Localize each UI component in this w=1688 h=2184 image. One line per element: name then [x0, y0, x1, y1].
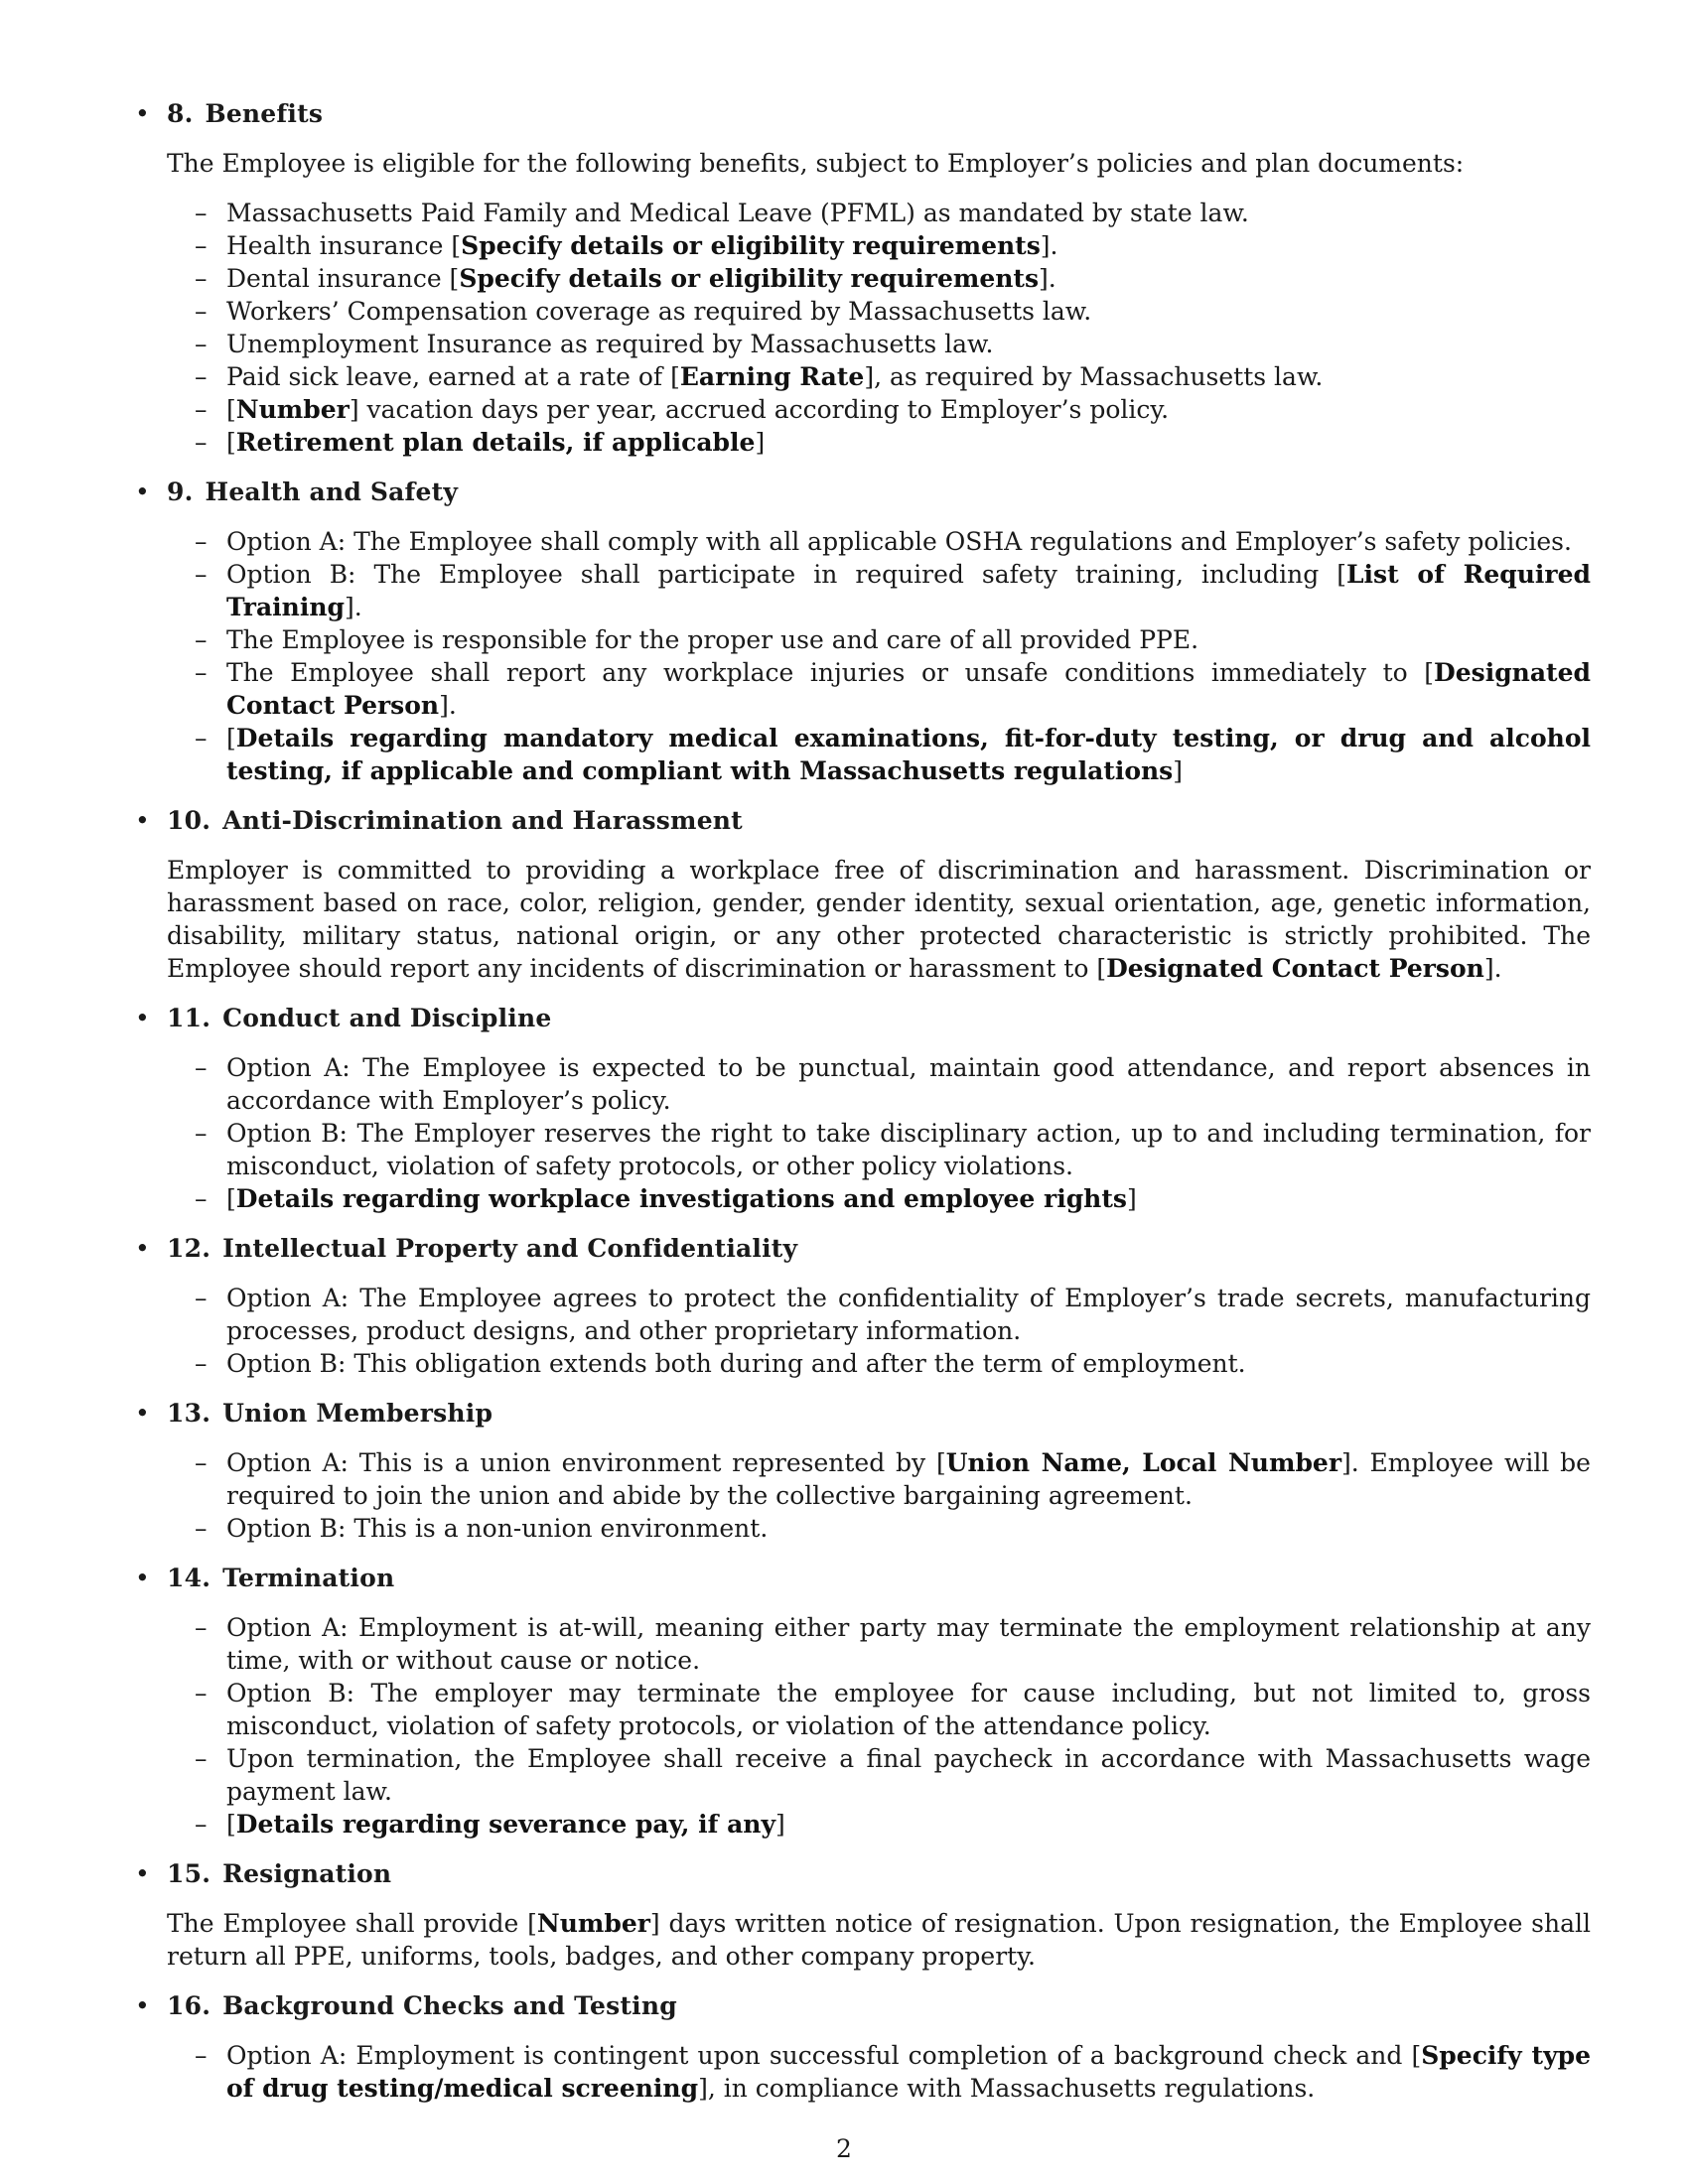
list-item: [226, 1446, 1591, 1512]
item-text: ].: [439, 691, 457, 720]
section-anti-discrimination: [135, 804, 1591, 985]
list-item: [226, 328, 1591, 360]
list-item: [226, 1808, 1591, 1841]
section-title: Termination: [222, 1564, 395, 1592]
placeholder-field: Union Name, Local Number: [945, 1448, 1341, 1477]
section-title: Intellectual Property and Confidentiality: [222, 1234, 798, 1263]
paragraph-text: The Employee shall provide [: [167, 1909, 537, 1938]
list-item: [226, 1611, 1591, 1677]
item-text: Dental insurance [: [226, 264, 460, 293]
section-heading: [167, 476, 1591, 508]
placeholder-field: Details regarding severance pay, if any: [235, 1810, 776, 1839]
item-text: Option A: This is a union environment represented by [: [226, 1448, 946, 1477]
section-title: Union Membership: [222, 1399, 493, 1428]
section-heading: [167, 1002, 1591, 1034]
item-text: ], in compliance with Massachusetts regulations.: [698, 2074, 1316, 2103]
item-text: The Employee is responsible for the proper use and care of all provided PPE.: [226, 625, 1199, 654]
list-item: [226, 1742, 1591, 1808]
section-union-membership: [135, 1397, 1591, 1545]
paragraph-text: Employer is committed to providing a workplace free of discrimination and harassment. Discrimination or harassment based on race, color, religion, gender, gender identity, sexual orientation, age, genetic information, disability, military status, national origin, or any other protected characteristic is strictly prohibited. The Employee should report any incidents of discrimination or harassment to [: [167, 856, 1591, 983]
section-title: Anti-Discrimination and Harassment: [222, 806, 743, 835]
page-number: 2: [836, 2134, 852, 2163]
placeholder-field: Specify details or eligibility requirements: [459, 264, 1040, 293]
list-item: [226, 1512, 1591, 1545]
list-item: [226, 525, 1591, 558]
section-title: Health and Safety: [205, 478, 459, 506]
item-text: Unemployment Insurance as required by Massachusetts law.: [226, 330, 994, 358]
list-item: [226, 1677, 1591, 1742]
background-list: [167, 2039, 1591, 2105]
list-item: [226, 426, 1591, 459]
item-text: ]: [1126, 1184, 1137, 1213]
section-number: 9.: [167, 478, 194, 506]
item-text: Option A: The Employee shall comply with all applicable OSHA regulations and Employer’s safety policies.: [226, 527, 1572, 556]
list-item: [226, 1182, 1591, 1215]
item-text: Option B: The Employer reserves the right to take disciplinary action, up to and including termination, for misconduct, violation of safety protocols, or other policy violations.: [226, 1119, 1591, 1180]
list-item: [226, 229, 1591, 262]
item-text: Option A: Employment is at-will, meaning either party may terminate the employment relationship at any time, with or without cause or notice.: [226, 1613, 1591, 1675]
section-number: 14.: [167, 1564, 211, 1592]
list-item: [226, 262, 1591, 295]
placeholder-field: Earning Rate: [679, 362, 865, 391]
placeholder-field: Designated Contact Person: [1106, 954, 1484, 983]
section-health-safety: [135, 476, 1591, 787]
list-item: [226, 1117, 1591, 1182]
item-text: ], as required by Massachusetts law.: [864, 362, 1324, 391]
list-item: [226, 1282, 1591, 1347]
item-text: Upon termination, the Employee shall receive a final paycheck in accordance with Massachusetts wage payment law.: [226, 1744, 1591, 1806]
section-heading: [167, 1857, 1591, 1890]
item-text: ]: [755, 428, 766, 457]
placeholder-field: Number: [536, 1909, 650, 1938]
section-heading: [167, 1397, 1591, 1430]
paragraph-text: ].: [1483, 954, 1502, 983]
item-text: Massachusetts Paid Family and Medical Leave (PFML) as mandated by state law.: [226, 199, 1249, 227]
section-conduct-discipline: [135, 1002, 1591, 1215]
section-heading: [167, 97, 1591, 130]
list-item: [226, 722, 1591, 787]
section-heading: [167, 804, 1591, 837]
item-text: ].: [344, 593, 362, 621]
section-paragraph: The Employee is eligible for the following benefits, subject to Employer’s policies and plan documents:: [167, 149, 1465, 178]
placeholder-field: Specify details or eligibility requirements: [461, 231, 1041, 260]
item-text: [: [226, 428, 236, 457]
item-text: The Employee shall report any workplace injuries or unsafe conditions immediately to [: [226, 658, 1435, 687]
section-termination: [135, 1562, 1591, 1841]
termination-list: [167, 1611, 1591, 1841]
section-title: Resignation: [222, 1859, 392, 1888]
benefits-list: [167, 197, 1591, 459]
item-text: ].: [1040, 231, 1058, 260]
item-text: Health insurance [: [226, 231, 462, 260]
item-text: ]. Employee will be required to join the union and abide by the collective bargaining agreement.: [226, 1448, 1591, 1510]
item-text: Paid sick leave, earned at a rate of [: [226, 362, 680, 391]
item-text: ] vacation days per year, accrued according to Employer’s policy.: [349, 395, 1170, 424]
section-benefits: [135, 97, 1591, 459]
item-text: Option A: Employment is contingent upon successful completion of a background check and [: [226, 2041, 1422, 2070]
section-number: 12.: [167, 1234, 211, 1263]
item-text: Workers’ Compensation coverage as required by Massachusetts law.: [226, 297, 1092, 326]
section-paragraph: [167, 854, 1591, 985]
list-item: [226, 393, 1591, 426]
item-text: [: [226, 395, 236, 424]
list-item: [226, 295, 1591, 328]
conduct-list: [167, 1051, 1591, 1215]
paragraph-text: ] days written notice of resignation. Upon resignation, the Employee shall return all PPE, uniforms, tools, badges, and other company property.: [167, 1909, 1591, 1971]
placeholder-field: Retirement plan details, if applicable: [235, 428, 756, 457]
section-number: 13.: [167, 1399, 211, 1428]
placeholder-field: Designated Contact Person: [226, 658, 1591, 720]
section-number: 11.: [167, 1004, 211, 1032]
placeholder-field: Details regarding mandatory medical examinations, fit-for-duty testing, or drug and alcohol testing, if applicable and compliant with Massachusetts regulations: [226, 724, 1591, 785]
section-resignation: [135, 1857, 1591, 1973]
item-text: ]: [775, 1810, 785, 1839]
list-item: [226, 2039, 1591, 2105]
section-paragraph: [167, 1907, 1591, 1973]
item-text: Option B: This obligation extends both during and after the term of employment.: [226, 1349, 1246, 1378]
list-item: [226, 1051, 1591, 1117]
placeholder-field: Number: [235, 395, 350, 424]
list-item: [226, 197, 1591, 229]
section-number: 8.: [167, 99, 194, 128]
section-heading: [167, 1989, 1591, 2022]
list-item: [226, 623, 1591, 656]
section-heading: [167, 1232, 1591, 1265]
item-text: [: [226, 724, 236, 752]
list-item: [226, 360, 1591, 393]
section-title: Background Checks and Testing: [222, 1991, 677, 2020]
section-background-checks: [135, 1989, 1591, 2105]
item-text: ]: [1173, 756, 1184, 785]
item-text: Option A: The Employee is expected to be punctual, maintain good attendance, and report absences in accordance with Employer’s policy.: [226, 1053, 1591, 1115]
section-heading: [167, 1562, 1591, 1594]
item-text: Option A: The Employee agrees to protect the confidentiality of Employer’s trade secrets, manufacturing processes, product designs, and other proprietary information.: [226, 1284, 1591, 1345]
document-body: [135, 97, 1591, 2121]
item-text: Option B: This is a non-union environment.: [226, 1514, 769, 1543]
list-item: [226, 1347, 1591, 1380]
placeholder-field: List of Required Training: [226, 560, 1591, 621]
placeholder-field: Details regarding workplace investigations and employee rights: [235, 1184, 1127, 1213]
placeholder-field: Specify type of drug testing/medical screening: [226, 2041, 1591, 2103]
list-item: [226, 656, 1591, 722]
item-text: Option B: The Employee shall participate in required safety training, including [: [226, 560, 1346, 589]
section-title: Conduct and Discipline: [222, 1004, 552, 1032]
section-number: 15.: [167, 1859, 211, 1888]
list-item: [226, 558, 1591, 623]
section-intellectual-property: [135, 1232, 1591, 1380]
item-text: Option B: The employer may terminate the employee for cause including, but not limited to, gross misconduct, violation of safety protocols, or violation of the attendance policy.: [226, 1679, 1591, 1740]
union-list: [167, 1446, 1591, 1545]
section-title: Benefits: [205, 99, 324, 128]
section-number: 10.: [167, 806, 211, 835]
item-text: [: [226, 1184, 236, 1213]
item-text: ].: [1039, 264, 1056, 293]
item-text: [: [226, 1810, 236, 1839]
section-number: 16.: [167, 1991, 211, 2020]
ip-list: [167, 1282, 1591, 1380]
health-safety-list: [167, 525, 1591, 787]
